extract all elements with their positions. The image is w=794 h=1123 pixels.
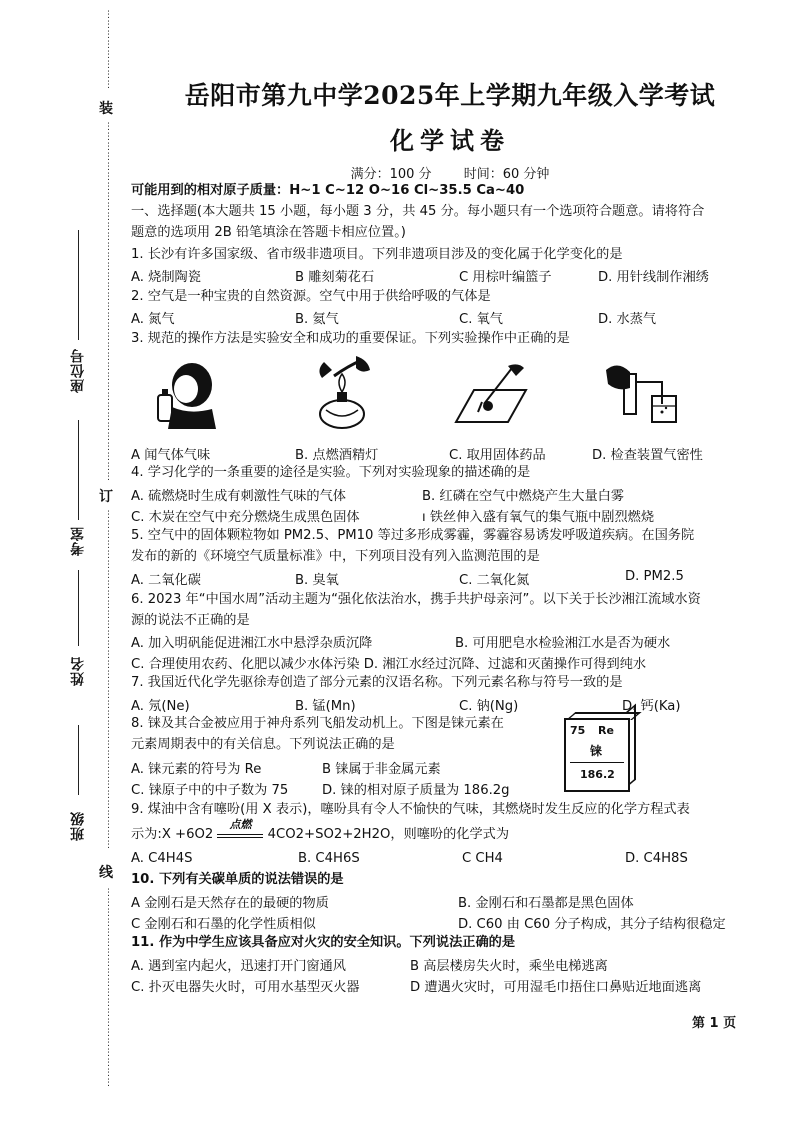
q9-option-d[interactable]: D. C4H8S	[625, 851, 688, 866]
seat-number-label: 座位号	[70, 348, 86, 393]
q9-option-b[interactable]: B. C4H6S	[298, 851, 360, 866]
section-intro: 一、选择题(本大题共 15 小题，每小题 3 分，共 45 分。每小题只有一个选项符合题意。请将符合	[131, 204, 705, 219]
alcohol-lamp-illustration	[312, 356, 372, 431]
seat-number-line	[78, 230, 79, 340]
q7-stem: 7. 我国近代化学先驱徐寿创造了部分元素的汉语名称。下列元素名称与符号一致的是	[131, 675, 623, 690]
smell-gas-illustration	[150, 357, 220, 429]
q3-option-c[interactable]: C. 取用固体药品	[449, 448, 546, 463]
binding-char-xian: 线	[99, 865, 113, 881]
binding-dotted-line: ⋮ ⋮ ⋮ ⋮ ⋮ ⋮ ⋮ ⋮ ⋮ ⋮ ⋮ ⋮ ⋮ ⋮ ⋮ ⋮ ⋮ ⋮ ⋮ ⋮ ⋮ ⋮ ⋮ ⋮ ⋮ ⋮ ⋮ ⋮ ⋮ ⋮ ⋮ ⋮ ⋮ ⋮ ⋮ ⋮	[104, 122, 113, 482]
q6-option-b[interactable]: B. 可用肥皂水检验湘江水是否为硬水	[455, 636, 671, 651]
q7-option-d[interactable]: D. 钙(Ka)	[622, 699, 681, 714]
class-line	[78, 725, 79, 795]
equation-left: 示为:X +6O2	[131, 827, 214, 842]
atomic-masses: 可能用到的相对原子质量：H~1 C~12 O~16 Cl~35.5 Ca~40	[131, 183, 525, 198]
equals-bar	[217, 834, 263, 838]
q8-option-a[interactable]: A. 铼元素的符号为 Re	[131, 762, 262, 777]
q11-option-a[interactable]: A. 遇到室内起火，迅速打开门窗通风	[131, 959, 346, 974]
q1-option-c[interactable]: C 用棕叶编篮子	[459, 270, 552, 285]
binding-char-ding: 订	[99, 489, 113, 505]
q9-option-c[interactable]: C CH4	[462, 851, 503, 866]
exam-room-line	[78, 420, 79, 520]
q1-option-a[interactable]: A. 烧制陶瓷	[131, 270, 201, 285]
exam-time: 时间：60 分钟	[463, 167, 550, 182]
exam-title: 岳阳市第九中学2025年上学期九年级入学考试	[184, 81, 716, 110]
class-field[interactable]	[60, 725, 100, 865]
q5-stem: 发布的新的《环境空气质量标准》中，下列项目没有列入监测范围的是	[131, 549, 540, 564]
class-label: 班级	[70, 811, 86, 841]
q4-option-b[interactable]: B. 红磷在空气中燃烧产生大量白雾	[422, 489, 625, 504]
exam-room-label: 考室	[70, 526, 86, 556]
q1-option-b[interactable]: B 雕刻菊花石	[295, 270, 375, 285]
q8-stem: 8. 铼及其合金被应用于神舟系列飞船发动机上。下图是铼元素在	[131, 716, 504, 731]
q9-equation	[131, 818, 510, 844]
q11-option-c[interactable]: C. 扑灭电器失火时，可用水基型灭火器	[131, 980, 360, 995]
q11-option-b[interactable]: B 高层楼房失火时，乘坐电梯逃离	[410, 959, 608, 974]
atomic-number: 75	[570, 724, 586, 737]
q3-stem: 3. 规范的操作方法是实验安全和成功的重要保证。下列实验操作中正确的是	[131, 331, 570, 346]
binding-char-zhuang: 装	[99, 101, 113, 117]
section-intro: 题意的选项用 2B 铅笔填涂在答题卡相应位置。)	[131, 225, 406, 240]
q8-option-c[interactable]: C. 铼原子中的中子数为 75	[131, 783, 289, 798]
q10-stem: 10. 下列有关碳单质的说法错误的是	[131, 872, 344, 887]
q10-option-a[interactable]: A 金刚石是天然存在的最硬的物质	[131, 896, 329, 911]
name-field[interactable]	[60, 570, 100, 720]
q3-option-a[interactable]: A 闻气体气味	[131, 448, 211, 463]
element-divider	[570, 762, 624, 763]
q7-option-c[interactable]: C. 钠(Ng)	[459, 699, 519, 714]
condition-text: 点燃	[229, 818, 252, 831]
atomic-mass: 186.2	[580, 768, 615, 781]
q10-option-b[interactable]: B. 金刚石和石墨都是黑色固体	[458, 896, 634, 911]
exam-room-field[interactable]	[60, 420, 100, 560]
name-label: 姓名	[70, 656, 86, 686]
q6-stem: 源的说法不正确的是	[131, 613, 250, 628]
q4-stem: 4. 学习化学的一条重要的途径是实验。下列对实验现象的描述确的是	[131, 465, 531, 480]
element-card-face	[564, 718, 630, 792]
reaction-condition	[217, 818, 263, 838]
q2-option-c[interactable]: C. 氧气	[459, 312, 503, 327]
q11-option-d[interactable]: D 遭遇火灾时，可用湿毛巾捂住口鼻贴近地面逃离	[410, 980, 702, 995]
seat-number-field[interactable]	[60, 230, 100, 420]
exam-meta	[140, 163, 760, 182]
q5-option-d[interactable]: D. PM2.5	[625, 569, 684, 584]
name-line	[78, 570, 79, 646]
q7-option-b[interactable]: B. 锰(Mn)	[295, 699, 356, 714]
q10-option-c[interactable]: C 金刚石和石墨的化学性质相似	[131, 917, 316, 932]
element-symbol: Re	[598, 724, 614, 737]
q5-option-b[interactable]: B. 臭氧	[295, 573, 339, 588]
q9-stem: 9. 煤油中含有噻吩(用 X 表示)，噻吩具有令人不愉快的气味，其燃烧时发生反应的化学方程式表	[131, 802, 690, 817]
q5-option-c[interactable]: C. 二氧化氮	[459, 573, 530, 588]
binding-dotted-line: ⋮ ⋮ ⋮ ⋮ ⋮ ⋮ ⋮ ⋮	[104, 10, 113, 90]
q1-stem: 1. 长沙有许多国家级、省市级非遗项目。下列非遗项目涉及的变化属于化学变化的是	[131, 247, 623, 262]
q8-option-b[interactable]: B 铼属于非金属元素	[322, 762, 441, 777]
subject-title: 化学试卷	[390, 126, 510, 155]
q6-stem: 6. 2023 年“中国水周”活动主题为“强化依法治水，携手共护母亲河”。以下关于长沙湘江流域水资	[131, 592, 701, 607]
q2-option-d[interactable]: D. 水蒸气	[598, 312, 657, 327]
q2-option-b[interactable]: B. 氦气	[295, 312, 339, 327]
airtightness-check-illustration	[600, 360, 678, 424]
solid-reagent-illustration	[454, 360, 528, 424]
q6-option-cd[interactable]: C. 合理使用农药、化肥以减少水体污染 D. 湘江水经过沉降、过滤和灭菌操作可得到纯水	[131, 657, 647, 672]
q1-option-d[interactable]: D. 用针线制作湘绣	[598, 270, 709, 285]
q3-option-b[interactable]: B. 点燃酒精灯	[295, 448, 379, 463]
q7-option-a[interactable]: A. 氖(Ne)	[131, 699, 190, 714]
q10-option-d[interactable]: D. C60 由 C60 分子构成，其分子结构很稳定	[458, 917, 726, 932]
q8-option-d[interactable]: D. 铼的相对原子质量为 186.2g	[322, 783, 510, 798]
q9-option-a[interactable]: A. C4H4S	[131, 851, 193, 866]
q6-option-a[interactable]: A. 加入明矾能促进湘江水中悬浮杂质沉降	[131, 636, 373, 651]
equation-right: 4CO2+SO2+2H2O，则噻吩的化学式为	[267, 827, 510, 842]
q3-option-d[interactable]: D. 检查装置气密性	[592, 448, 703, 463]
q5-option-a[interactable]: A. 二氧化碳	[131, 573, 201, 588]
q8-stem: 元素周期表中的有关信息。下列说法正确的是	[131, 737, 395, 752]
q5-stem: 5. 空气中的固体颗粒物如 PM2.5、PM10 等过多形成雾霾，雾霾容易诱发呼吸道疾病。在国务院	[131, 528, 695, 543]
binding-dotted-line: ⋮ ⋮ ⋮ ⋮ ⋮ ⋮ ⋮ ⋮ ⋮ ⋮ ⋮ ⋮ ⋮ ⋮ ⋮ ⋮ ⋮ ⋮ ⋮ ⋮ ⋮ ⋮ ⋮ ⋮ ⋮ ⋮ ⋮ ⋮ ⋮ ⋮ ⋮ ⋮ ⋮ ⋮	[104, 510, 113, 850]
q4-option-d[interactable]: ı 铁丝伸入盛有氧气的集气瓶中剧烈燃烧	[422, 510, 655, 525]
element-name: 铼	[590, 744, 603, 758]
q11-stem: 11. 作为中学生应该具备应对火灾的安全知识。下列说法正确的是	[131, 935, 516, 950]
q4-option-a[interactable]: A. 硫燃烧时生成有刺激性气味的气体	[131, 489, 346, 504]
q2-stem: 2. 空气是一种宝贵的自然资源。空气中用于供给呼吸的气体是	[131, 289, 491, 304]
q2-option-a[interactable]: A. 氮气	[131, 312, 175, 327]
page-number: 第 1 页	[692, 1016, 737, 1031]
binding-dotted-line: ⋮ ⋮ ⋮ ⋮ ⋮ ⋮ ⋮ ⋮ ⋮ ⋮ ⋮ ⋮ ⋮ ⋮ ⋮ ⋮ ⋮ ⋮ ⋮ ⋮	[104, 888, 113, 1088]
full-score: 满分：100 分	[350, 167, 432, 182]
q4-option-c[interactable]: C. 木炭在空气中充分燃烧生成黑色固体	[131, 510, 360, 525]
